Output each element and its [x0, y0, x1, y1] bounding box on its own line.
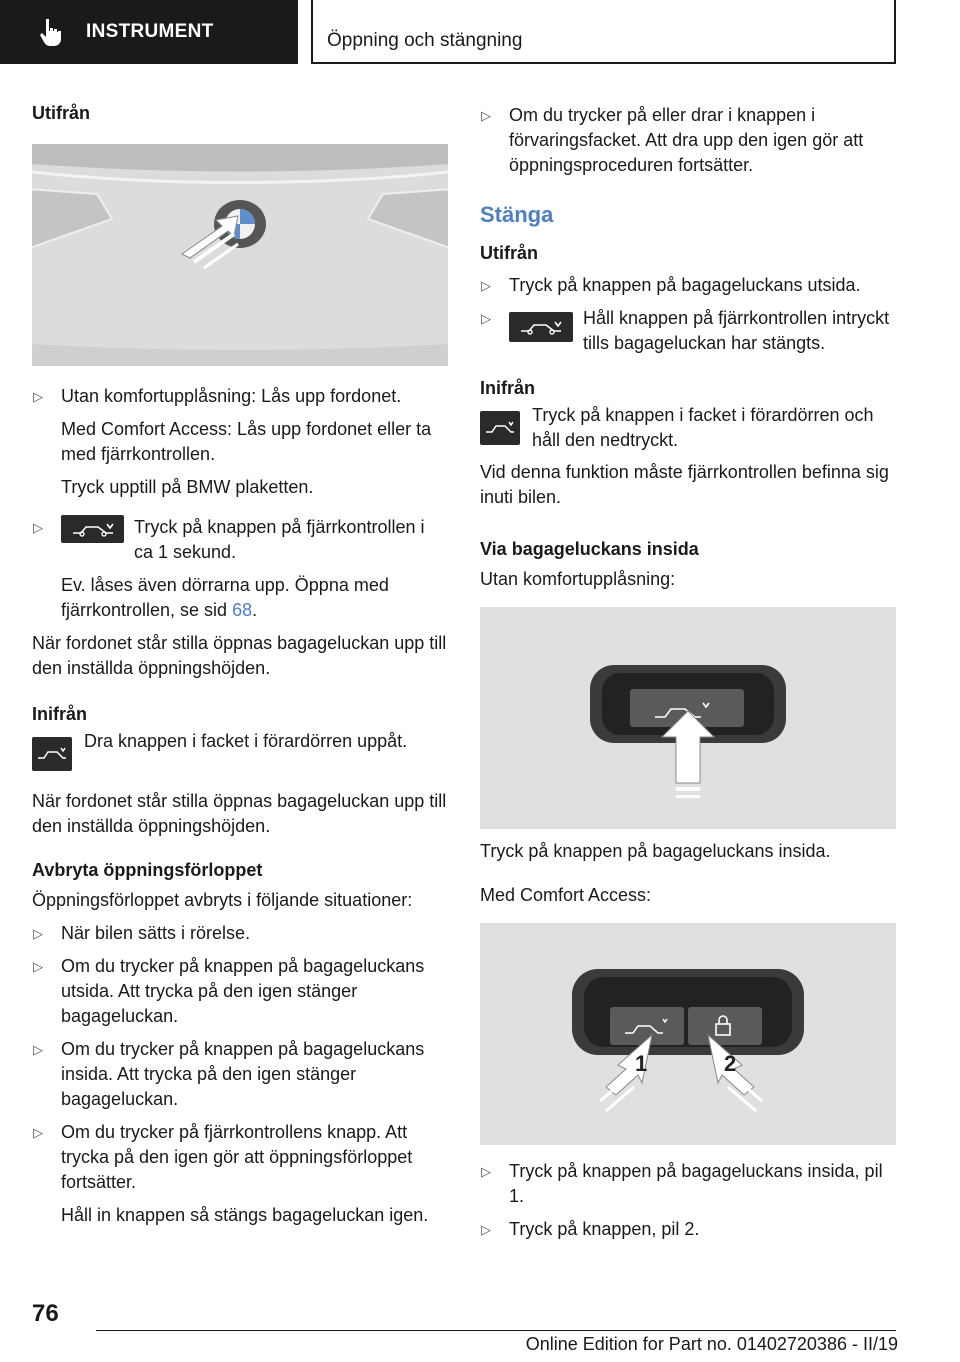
paragraph: Vid denna funktion måste fjärrkontrollen befinna sig inuti bilen. — [480, 462, 889, 507]
item-text: När bilen sätts i rörelse. — [61, 923, 251, 943]
bullet-triangle-icon: ▷ — [481, 108, 491, 123]
list-item — [32, 954, 448, 1029]
list-item — [32, 1120, 448, 1228]
inside-button-drawing — [480, 607, 896, 829]
item-text: Tryck på knappen på bagageluckans insida, pil 1. — [509, 1161, 883, 1206]
bullet-triangle-icon: ▷ — [33, 926, 43, 941]
header-section-tab — [0, 0, 298, 64]
inside-button-illustration — [480, 607, 896, 829]
door-switch-icon — [480, 411, 520, 445]
heading-outside: Utifrån — [32, 103, 90, 123]
inside-row — [480, 403, 896, 453]
list-item — [32, 515, 448, 623]
door-switch-icon — [32, 737, 72, 771]
section-title-close: Stänga — [480, 202, 554, 227]
tailgate-key-icon — [509, 312, 573, 342]
paragraph: När fordonet står stilla öppnas bagageluckan upp till den inställda öppningshöjden. — [32, 791, 447, 836]
item-text: Tryck på knappen på bagageluckans utsida. — [509, 275, 861, 295]
bullet-triangle-icon: ▷ — [33, 389, 43, 404]
bullet-triangle-icon: ▷ — [33, 959, 43, 974]
heading-abort: Avbryta öppningsförloppet — [32, 860, 263, 880]
item-text: Om du trycker på knappen på bagageluckans utsida. Att trycka på den igen stänger bagageluckan. — [61, 956, 425, 1026]
heading-inside: Inifrån — [480, 378, 536, 398]
bullet-triangle-icon: ▷ — [33, 1042, 43, 1057]
item-text: Tryck på knappen på fjärrkontrollen i ca 1 sekund. — [134, 517, 425, 562]
comfort-buttons-drawing — [480, 923, 896, 1145]
paragraph: När fordonet står stilla öppnas bagageluckan upp till den inställda öppningshöjden. — [32, 633, 447, 678]
paragraph: Tryck på knappen på bagageluckans insida. — [480, 841, 831, 861]
item-text — [61, 573, 448, 623]
bullet-triangle-icon: ▷ — [481, 311, 491, 326]
list-item — [480, 103, 896, 178]
arrow-label-2: 2 — [724, 1051, 737, 1076]
item-text-part: . — [252, 600, 258, 620]
list-item — [480, 306, 896, 356]
heading-outside: Utifrån — [480, 243, 538, 263]
left-column — [32, 100, 448, 1228]
heading-inside: Inifrån — [32, 704, 88, 724]
page-link[interactable]: 68 — [232, 600, 253, 620]
header-chapter-title: Öppning och stängning — [327, 30, 523, 51]
tailgate-key-icon — [61, 515, 124, 543]
list-item — [480, 1217, 896, 1242]
bullet-triangle-icon: ▷ — [481, 1164, 491, 1179]
list-item — [32, 384, 448, 500]
tailgate-emblem-illustration — [32, 144, 448, 366]
paragraph: Öppningsförloppet avbryts i följande situationer: — [32, 890, 413, 910]
footer-divider — [96, 1330, 896, 1331]
hand-pointer-icon — [38, 17, 64, 47]
heading-via-inside: Via bagageluckans insida — [480, 539, 699, 559]
item-text: Tryck upptill på BMW plaketten. — [61, 477, 314, 497]
tailgate-emblem-drawing — [32, 144, 448, 366]
item-text: Om du trycker på eller drar i knappen i förvaringsfacket. Att dra upp den igen gör att öppningsproceduren fortsätter. — [509, 105, 864, 175]
item-text: Utan komfortupplåsning: Lås upp fordonet. — [61, 386, 402, 406]
inside-row — [32, 729, 448, 771]
footer-edition: Online Edition for Part no. 01402720386 - II/19 — [525, 1334, 898, 1354]
bullet-triangle-icon: ▷ — [33, 1125, 43, 1140]
bullet-triangle-icon: ▷ — [481, 278, 491, 293]
inside-text: Dra knappen i facket i förardörren uppåt. — [84, 731, 408, 751]
arrow-label-1: 1 — [635, 1051, 648, 1076]
list-item — [480, 273, 896, 298]
bullet-triangle-icon: ▷ — [33, 520, 43, 535]
item-text: Håll knappen på fjärrkontrollen intryckt tills bagageluckan har stängts. — [583, 308, 890, 353]
list-item — [32, 921, 448, 946]
list-item — [32, 1037, 448, 1112]
bullet-triangle-icon: ▷ — [481, 1222, 491, 1237]
right-column — [480, 103, 896, 1242]
comfort-buttons-illustration — [480, 923, 896, 1145]
paragraph: Med Comfort Access: — [480, 885, 652, 905]
header-chapter-tab — [311, 0, 896, 64]
paragraph: Utan komfortupplåsning: — [480, 569, 676, 589]
list-item — [480, 1159, 896, 1209]
item-text: Om du trycker på knappen på bagageluckans insida. Att trycka på den igen stänger bagageluckan. — [61, 1039, 425, 1109]
item-text: Med Comfort Access: Lås upp fordonet eller ta med fjärrkontrollen. — [61, 419, 432, 464]
item-text: Om du trycker på fjärrkontrollens knapp. Att trycka på den igen gör att öppningsförloppet fortsätter. — [61, 1122, 413, 1192]
item-text: Tryck på knappen, pil 2. — [509, 1219, 700, 1239]
inside-text: Tryck på knappen i facket i förardörren och håll den nedtryckt. — [532, 405, 874, 450]
page-number: 76 — [32, 1300, 59, 1327]
header-section-title: INSTRUMENT — [86, 21, 214, 42]
item-text: Håll in knappen så stängs bagageluckan igen. — [61, 1205, 429, 1225]
item-text-part: Ev. låses även dörrarna upp. Öppna med fjärrkontrollen, se sid — [61, 575, 389, 620]
